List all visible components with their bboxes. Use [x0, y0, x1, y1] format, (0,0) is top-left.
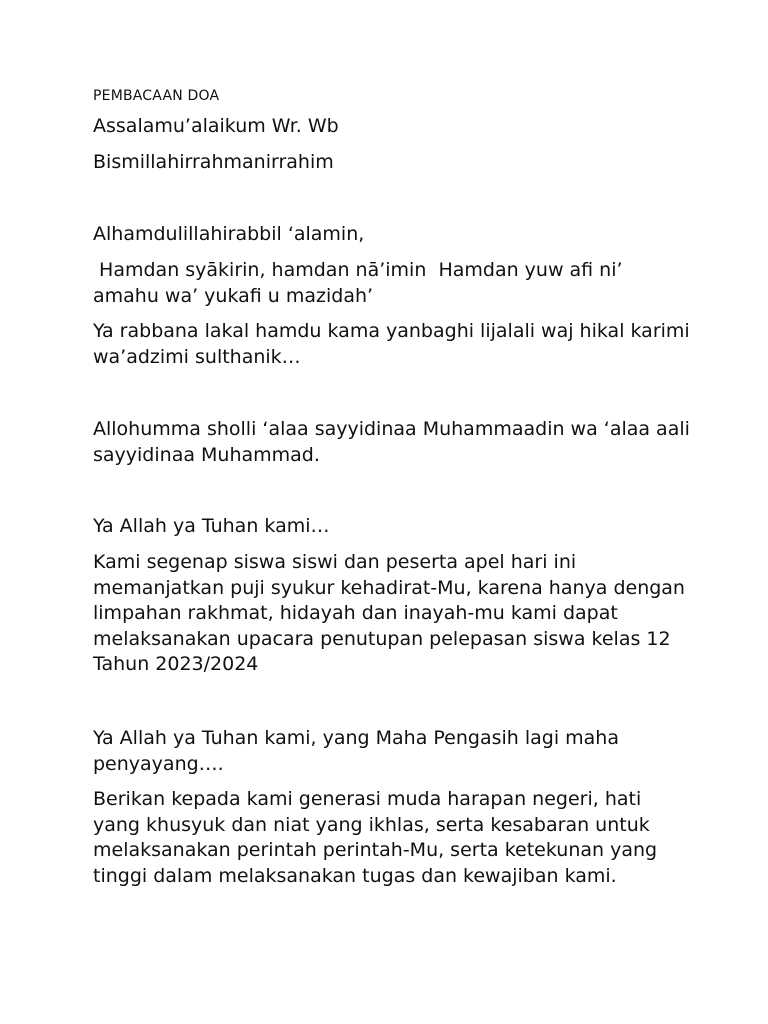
sholawat-paragraph: Allohumma sholli ‘alaa sayyidinaa Muhammaadin wa ‘alaa aali sayyidinaa Muhammad. — [93, 418, 696, 466]
hamdalah-line: Alhamdulillahirabbil ‘alamin, — [93, 223, 365, 245]
praise-paragraph: Hamdan syākirin, hamdan nā’imin Hamdan yuw afi ni’ amahu wa’ yukafi u mazidah’ — [93, 259, 629, 307]
request-paragraph: Berikan kepada kami generasi muda harapan negeri, hati yang khusyuk dan niat yang ikhlas, serta kesabaran untuk melaksanakan perintah perintah-Mu, serta ketekunan yang tinggi dalam melaksanakan tugas dan kewajiban kami. — [93, 788, 664, 887]
greeting-line: Assalamu’alaikum Wr. Wb — [93, 115, 339, 137]
rabbana-paragraph: Ya rabbana lakal hamdu kama yanbaghi lijalali waj hikal karimi wa’adzimi sulthanik… — [93, 320, 696, 368]
basmalah-line: Bismillahirrahmanirrahim — [93, 151, 334, 173]
gratitude-paragraph: Kami segenap siswa siswi dan peserta apel hari ini memanjatkan puji syukur kehadirat-Mu, karena hanya dengan limpahan rakhmat, hidayah dan inayah-mu kami dapat melaksanakan upacara penutupan pelepasan siswa kelas 12 Tahun 2023/2024 — [93, 551, 692, 675]
invocation-line-1: Ya Allah ya Tuhan kami… — [93, 515, 330, 537]
invocation-line-2: Ya Allah ya Tuhan kami, yang Maha Pengasih lagi maha penyayang…. — [93, 727, 626, 775]
document-heading: PEMBACAAN DOA — [93, 88, 220, 104]
